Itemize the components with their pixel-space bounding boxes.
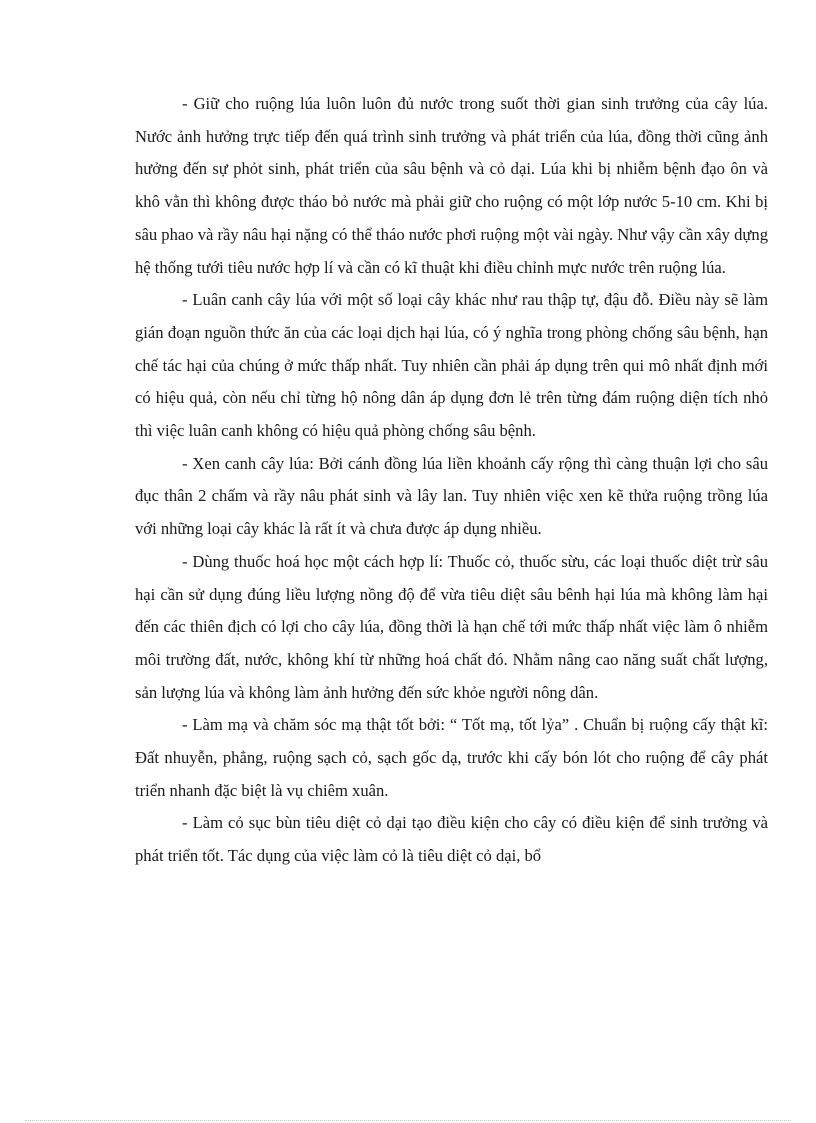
paragraph-chemical-use: - Dùng thuốc hoá học một cách hợp lí: Thuốc cỏ, thuốc sừu, các loại thuốc diệt trừ sâu hại cần sử dụng đúng liều lượng nồng độ để vừa tiêu diệt sâu bênh hại lúa mà không làm hại đến các thiên địch có lợi cho cây lúa, đồng thời là hạn chế tới mức thấp nhất việc làm ô nhiễm môi trường đất, nước, không khí từ những hoá chất đó. Nhằm nâng cao năng suất chất lượng, sản lượng lúa và không làm ảnh hưởng đến sức khỏe người nông dân.: [135, 551, 768, 702]
document-body: [135, 88, 768, 873]
paragraph-seedling-care: - Làm mạ và chăm sóc mạ thật tốt bởi: “ Tốt mạ, tốt lỷa” . Chuẩn bị ruộng cấy thật kĩ: Đất nhuyễn, phẳng, ruộng sạch cỏ, sạch gốc dạ, trước khi cấy bón lót cho ruộng để cây phát triển nhanh đặc biệt là vụ chiêm xuân.: [135, 715, 768, 800]
paragraph-weeding: - Làm cỏ sục bùn tiêu diệt cỏ dại tạo điều kiện cho cây có điều kiện để sinh trưởng và phát triển tốt. Tác dụng của việc làm cỏ là tiêu diệt cỏ dại, bổ: [135, 813, 768, 866]
page-bottom-border: [25, 1120, 791, 1121]
paragraph-crop-rotation: - Luân canh cây lúa với một số loại cây khác như rau thập tự, đậu đỗ. Điều này sẽ làm gián đoạn nguồn thức ăn của các loại dịch hại lúa, có ý nghĩa trong phòng chống sâu bệnh, hạn chế tác hại của chúng ở mức thấp nhất. Tuy nhiên cần phải áp dụng trên qui mô nhất định mới có hiệu quả, còn nếu chỉ từng hộ nông dân áp dụng đơn lẻ trên từng đám ruộng diện tích nhỏ thì việc luân canh không có hiệu quả phòng chống sâu bệnh.: [135, 290, 768, 441]
paragraph-intercropping: - Xen canh cây lúa: Bởi cánh đồng lúa liền khoảnh cấy rộng thì càng thuận lợi cho sâu đục thân 2 chấm và rầy nâu phát sinh và lây lan. Tuy nhiên việc xen kẽ thửa ruộng trồng lúa với những loại cây khác là rất ít và chưa được áp dụng nhiều.: [135, 453, 768, 539]
paragraph-water-management: - Giữ cho ruộng lúa luôn luôn đủ nước trong suốt thời gian sinh trưởng của cây lúa. Nước ảnh hưởng trực tiếp đến quá trình sinh trưởng và phát triển của lúa, đồng thời cũng ảnh hưởng đến sự phỏt sinh, phát triển của sâu bệnh và cỏ dại. Lúa khi bị nhiễm bệnh đạo ôn và khô vằn thì không được tháo bỏ nước mà phải giữ cho ruộng có một lớp nước 5-10 cm. Khi bị sâu phao và rầy nâu hại nặng có thể tháo nước phơi ruộng một vài ngày. Như vậy cần xây dựng hệ thống tưới tiêu nước hợp lí và cần có kĩ thuật khi điều chỉnh mực nước trên ruộng lúa.: [135, 94, 768, 277]
